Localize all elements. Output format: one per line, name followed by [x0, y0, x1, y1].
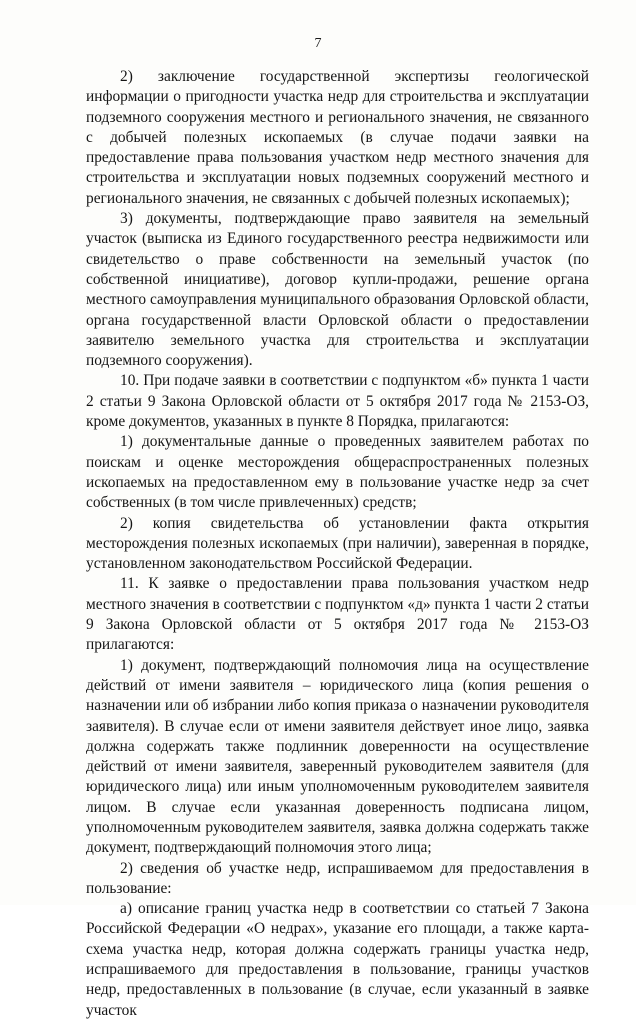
- paragraph-item-2-expertise: 2) заключение государственной экспертизы геологической информации о пригодности участка недр для строительства и эксплуатации подземного сооружения местного и регионального значения, не связанного с добычей полезных ископаемых (в случае подачи заявки на предоставление права пользования участком недр местного значения для строительства и эксплуатации новых подземных сооружений местного и регионального значения, не связанных с добычей полезных ископаемых);: [86, 68, 589, 207]
- paragraph-section-10-item-1: 1) документальные данные о проведенных заявителем работах по поискам и оценке месторождения общераспространенных полезных ископаемых на предоставленном ему в пользование участке недр за счет собственных (в том числе привлеченных) средств;: [86, 433, 589, 512]
- paragraph-section-11-item-2: 2) сведения об участке недр, испрашиваемом для предоставления в пользование:: [86, 859, 589, 897]
- paragraph-section-10: 10. При подаче заявки в соответствии с подпунктом «б» пункта 1 части 2 статьи 9 Закона Орловской области от 5 октября 2017 года № 2153-ОЗ, кроме документов, указанных в пункте 8 Порядка, прилагаются:: [86, 372, 589, 431]
- paragraph-section-10-item-2: 2) копия свидетельства об установлении факта открытия месторождения полезных ископаемых (при наличии), заверенная в порядке, установленном законодательством Российской Федерации.: [86, 514, 589, 573]
- page-number: 7: [314, 36, 322, 51]
- paragraph-section-11-item-2a: а) описание границ участка недр в соответствии со статьей 7 Закона Российской Федерации «О недрах», указание его площади, а также карта-схема участка недр, которая должна содержать границы участка недр, испрашиваемого для предоставления в пользование, границы участков недр, предоставленных в пользование (в случае, если указанный в заявке участок: [86, 900, 589, 1019]
- paragraph-item-3-land-rights: 3) документы, подтверждающие право заявителя на земельный участок (выписка из Единого государственного реестра недвижимости или свидетельство о праве собственности на земельный участок (по собственной инициативе), договор купли-продажи, решение органа местного самоуправления муниципального образования Орловской области, органа государственной власти Орловской области о предоставлении заявителю земельного участка для строительства и эксплуатации подземного сооружения).: [86, 210, 589, 370]
- document-body: [86, 67, 589, 1021]
- paragraph-section-11-item-1: 1) документ, подтверждающий полномочия лица на осуществление действий от имени заявителя – юридического лица (копия решения о назначении или об избрании либо копия приказа о назначении руководителя заявителя). В случае если от имени заявителя действует иное лицо, заявка должна содержать также подлинник доверенности на осуществление действий от имени заявителя, заверенный руководителем заявителя (для юридического лица) или иным уполномоченным руководителем заявителя лицом. В случае если указанная доверенность подписана лицом, уполномоченным руководителем заявителя, заявка должна содержать также документ, подтверждающий полномочия этого лица;: [86, 656, 589, 857]
- paragraph-section-11: 11. К заявке о предоставлении права пользования участком недр местного значения в соответствии с подпунктом «д» пункта 1 части 2 статьи 9 Закона Орловской области от 5 октября 2017 года № 2153-ОЗ прилагаются:: [86, 575, 589, 654]
